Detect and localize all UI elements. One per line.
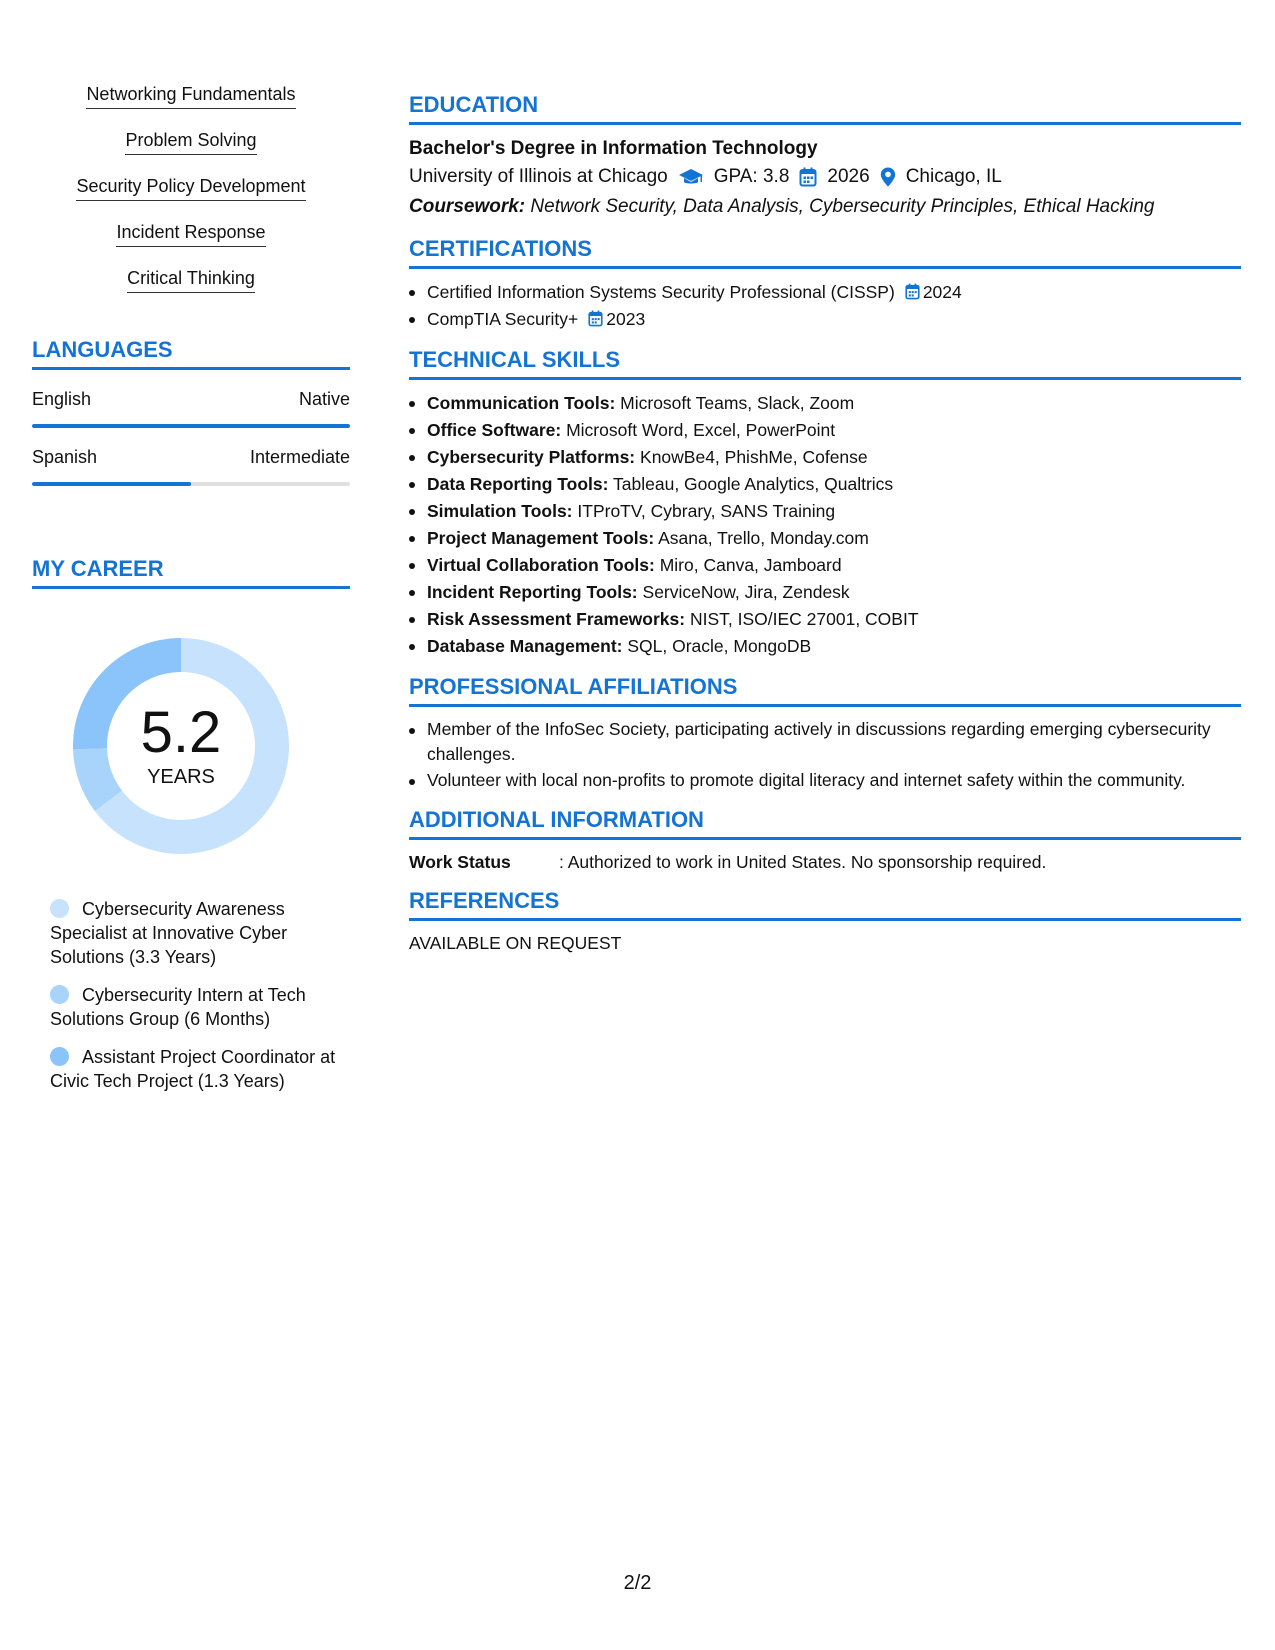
skill-values: KnowBe4, PhishMe, Cofense xyxy=(640,447,868,467)
language-level: Intermediate xyxy=(249,447,350,467)
affiliation-item: Volunteer with local non-profits to promote digital literacy and internet safety within the community. xyxy=(409,768,1241,793)
main-content xyxy=(409,92,1241,969)
additional-info-heading: ADDITIONAL INFORMATION xyxy=(409,807,1241,840)
skill-row xyxy=(409,552,1241,579)
calendar-icon xyxy=(588,310,603,327)
skill-row xyxy=(409,471,1241,498)
education-heading: EDUCATION xyxy=(409,92,1241,125)
language-name: English xyxy=(32,389,92,409)
skill-item: Security Policy Development xyxy=(76,174,305,201)
affiliations-list xyxy=(409,717,1241,793)
education-details xyxy=(409,162,1241,192)
language-item xyxy=(32,387,350,428)
skill-category: Risk Assessment Frameworks: xyxy=(427,609,686,629)
skill-category: Communication Tools: xyxy=(427,393,616,413)
certification-item xyxy=(409,306,1241,333)
skill-row xyxy=(409,525,1241,552)
graduation-year: 2026 xyxy=(827,166,870,187)
school-location: Chicago, IL xyxy=(905,166,1002,187)
certification-year: 2024 xyxy=(922,282,962,302)
calendar-icon xyxy=(905,283,920,300)
legend-dot xyxy=(50,899,69,918)
page-number: 2/2 xyxy=(623,1572,652,1594)
sidebar xyxy=(32,82,350,1107)
work-status-value: : Authorized to work in United States. No sponsorship required. xyxy=(559,852,1047,872)
skill-list xyxy=(32,82,350,312)
skill-category: Project Management Tools: xyxy=(427,528,655,548)
skill-row xyxy=(409,579,1241,606)
coursework xyxy=(409,192,1241,222)
legend-item xyxy=(50,897,340,969)
skill-values: Microsoft Teams, Slack, Zoom xyxy=(620,393,855,413)
career-unit: YEARS xyxy=(147,766,215,788)
calendar-icon xyxy=(799,167,817,187)
legend-dot xyxy=(50,1047,69,1066)
career-total: 5.2 xyxy=(140,700,222,765)
languages-section xyxy=(32,337,350,486)
skill-values: Tableau, Google Analytics, Qualtrics xyxy=(613,474,894,494)
skill-category: Cybersecurity Platforms: xyxy=(427,447,636,467)
technical-skills-list xyxy=(409,390,1241,660)
certifications-section xyxy=(409,236,1241,333)
career-heading: MY CAREER xyxy=(32,556,350,589)
technical-skills-heading: TECHNICAL SKILLS xyxy=(409,347,1241,380)
language-bar xyxy=(32,482,350,486)
additional-info-section xyxy=(409,807,1241,874)
technical-skills-section xyxy=(409,347,1241,660)
skill-row xyxy=(409,498,1241,525)
skill-row xyxy=(409,444,1241,471)
skill-item: Problem Solving xyxy=(125,128,256,155)
degree-title: Bachelor's Degree in Information Technology xyxy=(409,138,818,159)
affiliations-section xyxy=(409,674,1241,793)
legend-label: Assistant Project Coordinator at Civic Tech Project (1.3 Years) xyxy=(50,1047,336,1091)
references-heading: REFERENCES xyxy=(409,888,1241,921)
language-bar-fill xyxy=(32,482,191,486)
skill-values: Miro, Canva, Jamboard xyxy=(659,555,842,575)
skill-values: NIST, ISO/IEC 27001, COBIT xyxy=(689,609,919,629)
certification-year: 2023 xyxy=(606,309,646,329)
skill-row xyxy=(409,633,1241,660)
language-bar xyxy=(32,424,350,428)
skill-row xyxy=(409,606,1241,633)
skill-values: Microsoft Word, Excel, PowerPoint xyxy=(566,420,836,440)
skill-category: Data Reporting Tools: xyxy=(427,474,609,494)
language-level: Native xyxy=(298,389,350,409)
skill-row xyxy=(409,417,1241,444)
career-section xyxy=(32,556,350,1093)
certification-name: CompTIA Security+ xyxy=(427,309,579,329)
coursework-label: Coursework: xyxy=(409,196,526,217)
legend-dot xyxy=(50,985,69,1004)
skill-values: Asana, Trello, Monday.com xyxy=(658,528,869,548)
graduation-cap-icon xyxy=(678,167,704,187)
legend-label: Cybersecurity Intern at Tech Solutions Group (6 Months) xyxy=(50,985,306,1029)
skill-values: ServiceNow, Jira, Zendesk xyxy=(642,582,850,602)
language-bar-fill xyxy=(32,424,350,428)
work-status-label: Work Status xyxy=(409,852,511,872)
skill-values: ITProTV, Cybrary, SANS Training xyxy=(577,501,836,521)
skill-values: SQL, Oracle, MongoDB xyxy=(627,636,812,656)
skill-item: Networking Fundamentals xyxy=(86,82,295,109)
languages-heading: LANGUAGES xyxy=(32,337,350,370)
school-name: University of Illinois at Chicago xyxy=(409,166,668,187)
skill-category: Database Management: xyxy=(427,636,623,656)
certification-item xyxy=(409,279,1241,306)
legend-item xyxy=(50,983,340,1031)
work-status-row xyxy=(409,850,1241,874)
certification-list xyxy=(409,279,1241,333)
skill-item: Incident Response xyxy=(116,220,265,247)
references-text: AVAILABLE ON REQUEST xyxy=(409,933,622,953)
skill-category: Incident Reporting Tools: xyxy=(427,582,638,602)
certification-name: Certified Information Systems Security Professional (CISSP) xyxy=(427,282,895,302)
affiliations-heading: PROFESSIONAL AFFILIATIONS xyxy=(409,674,1241,707)
skill-category: Virtual Collaboration Tools: xyxy=(427,555,655,575)
skill-row xyxy=(409,390,1241,417)
skill-item: Critical Thinking xyxy=(127,266,255,293)
language-name: Spanish xyxy=(32,447,98,467)
legend-label: Cybersecurity Awareness Specialist at Innovative Cyber Solutions (3.3 Years) xyxy=(50,899,288,967)
career-donut-chart xyxy=(66,631,296,861)
certifications-heading: CERTIFICATIONS xyxy=(409,236,1241,269)
legend-item xyxy=(50,1045,340,1093)
education-section xyxy=(409,92,1241,222)
career-legend xyxy=(50,897,350,1093)
skill-category: Office Software: xyxy=(427,420,562,440)
gpa: GPA: 3.8 xyxy=(713,166,790,187)
language-item xyxy=(32,445,350,486)
coursework-list: Network Security, Data Analysis, Cybersecurity Principles, Ethical Hacking xyxy=(530,196,1155,217)
skill-category: Simulation Tools: xyxy=(427,501,573,521)
location-pin-icon xyxy=(880,167,896,187)
references-section xyxy=(409,888,1241,955)
affiliation-item: Member of the InfoSec Society, participating actively in discussions regarding emerging cybersecurity challenges. xyxy=(409,717,1241,767)
